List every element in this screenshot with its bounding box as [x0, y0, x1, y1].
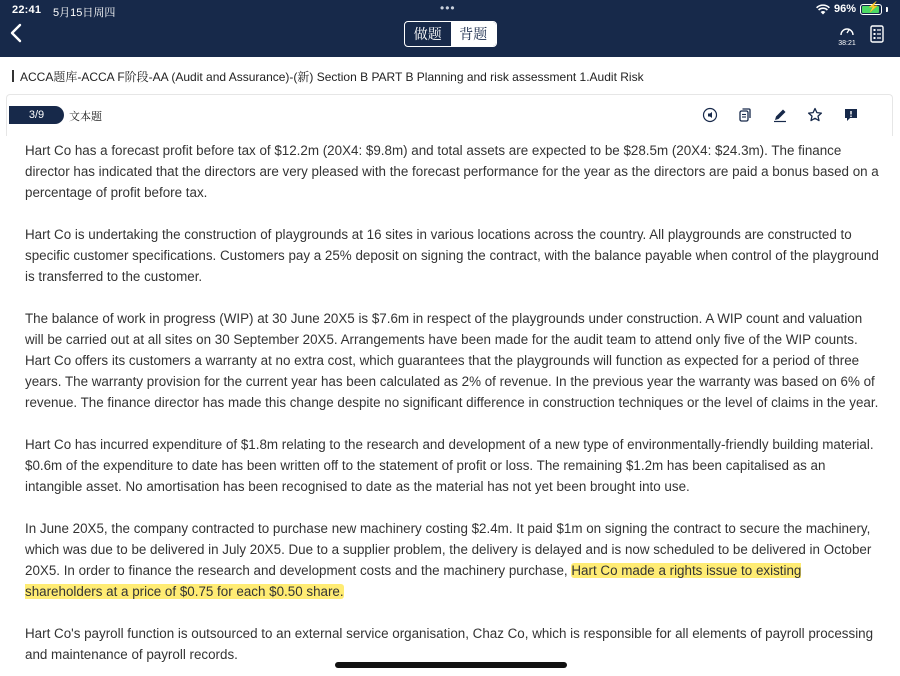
- timer-label: 38:21: [838, 40, 856, 47]
- timer-icon: [839, 24, 855, 36]
- top-bar: [0, 0, 900, 57]
- copy-icon[interactable]: [737, 107, 753, 123]
- tab-do-questions[interactable]: 做题: [413, 26, 442, 42]
- question-number-badge: 3/9: [9, 106, 64, 124]
- timer[interactable]: [836, 23, 858, 47]
- mode-segmented-control: [404, 21, 497, 47]
- home-indicator[interactable]: [335, 662, 567, 668]
- paragraph-6: Hart Co's payroll function is outsourced to an external service organisation, Chaz Co, which is responsible for all elements of payroll processing and maintenance of payroll records.: [25, 626, 874, 662]
- status-right: [816, 3, 888, 15]
- paragraph-2: Hart Co is undertaking the construction of playgrounds at 16 sites in various locations across the country. All playgrounds are constructed to specific customer specifications. Customers pay a 25% deposit on signing the contract, with the balance payable when control of the playground is transferred to the customer.: [25, 227, 879, 284]
- audio-icon[interactable]: [702, 107, 718, 123]
- paragraph-3: The balance of work in progress (WIP) at 30 June 20X5 is $7.6m in respect of the playgrounds under construction. A WIP count and valuation will be carried out at all sites on 30 September 20X5. Arrangements have been made for the audit team to attend only five of the WIP counts. Hart Co offers its customers a warranty at no extra cost, which guarantees that the playgrounds will function as expected for a period of three years. The warranty provision for the current year has been calculated as 2% of revenue. In the previous year the warranty was based on 6% of revenue. The finance director has made this change despite no significant difference in construction techniques or the level of claims in the year.: [25, 311, 879, 410]
- question-header: [6, 94, 893, 136]
- question-content: [25, 140, 880, 676]
- breadcrumb-marker: [12, 70, 14, 82]
- breadcrumb: [12, 68, 644, 85]
- battery-icon: ⚡: [860, 4, 882, 15]
- battery-percent: 96%: [833, 3, 856, 15]
- paragraph-1: Hart Co has a forecast profit before tax of $12.2m (20X4: $9.8m) and total assets are expected to be $28.5m (20X4: $24.3m). The finance director has indicated that the directors are very pleased with the forecast performance for the year as the directors are paid a bonus based on a percentage of profit before tax.: [25, 143, 879, 200]
- status-date: 5月15日周四: [53, 7, 116, 19]
- highlighted-text[interactable]: Hart Co made a rights issue to existing shareholders at a price of $0.75 for each $0.50 share.: [25, 563, 802, 599]
- status-time: 22:41: [12, 4, 42, 16]
- paragraph-5-text: In June 20X5, the company contracted to purchase new machinery costing $2.4m. It paid $1m on signing the contract to secure the machinery, which was due to be delivered in July 20X5. Due to a supplier problem, the delivery is delayed and is now scheduled to be delivered in October 20X5. In order to finance the research and development costs and the machinery purchase,: [25, 521, 872, 578]
- paragraph-5: [25, 518, 880, 602]
- answer-sheet-icon[interactable]: [870, 25, 884, 43]
- back-chevron-icon[interactable]: [8, 22, 26, 44]
- pen-icon[interactable]: [772, 107, 788, 123]
- tab-memorize[interactable]: 背题: [451, 22, 497, 46]
- multitask-dots-icon[interactable]: •••: [440, 1, 456, 15]
- wifi-icon: [816, 4, 830, 15]
- star-icon[interactable]: [807, 107, 823, 123]
- paragraph-4: Hart Co has incurred expenditure of $1.8m relating to the research and development of a new type of environmentally-friendly building material. $0.6m of the expenditure to date has been written off to the statement of profit or loss. The remaining $1.2m has been capitalised as an intangible asset. No amortisation has been recognised to date as the material has not yet been brought into use.: [25, 437, 874, 494]
- report-icon[interactable]: [843, 107, 859, 123]
- battery-tip: [886, 7, 888, 12]
- breadcrumb-text: ACCA题库-ACCA F阶段-AA (Audit and Assurance)-(新) Section B PART B Planning and risk assessment 1.Audit Risk: [20, 70, 644, 84]
- question-type-label: 文本题: [69, 111, 102, 123]
